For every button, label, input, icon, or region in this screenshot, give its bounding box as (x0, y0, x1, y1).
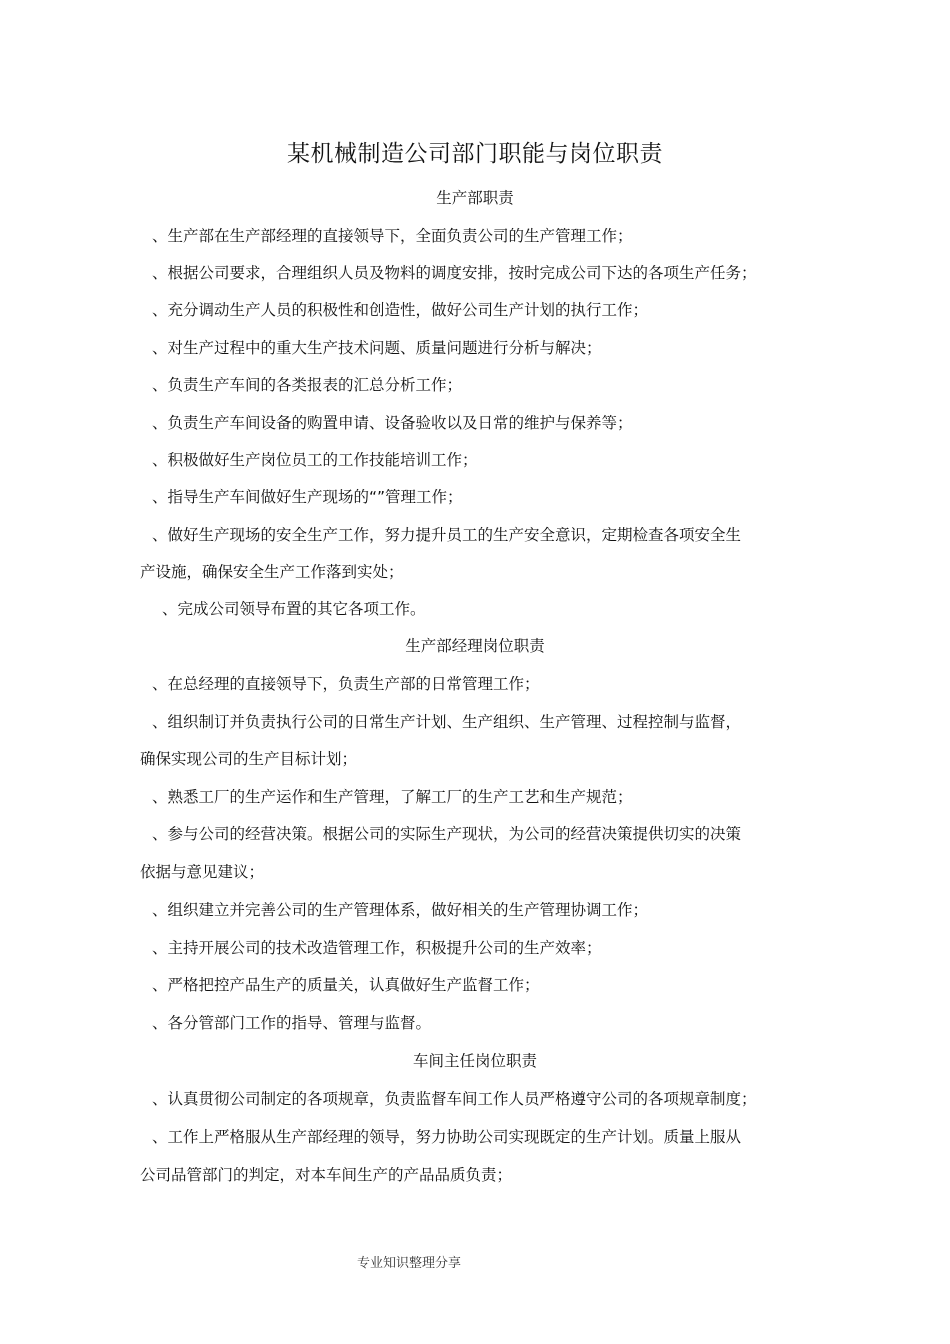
duty-item: 、积极做好生产岗位员工的工作技能培训工作； (152, 451, 478, 469)
duty-item: 、负责生产车间的各类报表的汇总分析工作； (152, 376, 463, 394)
duty-item: 、对生产过程中的重大生产技术问题、质量问题进行分析与解决； (152, 339, 602, 357)
section-heading-production-dept: 生产部职责 (436, 189, 514, 207)
duty-item: 、指导生产车间做好生产现场的“”管理工作； (152, 488, 463, 506)
duty-item: 、组织制订并负责执行公司的日常生产计划、生产组织、生产管理、过程控制与监督， (152, 713, 742, 731)
section-heading-workshop-director: 车间主任岗位职责 (412, 1052, 537, 1070)
duty-item-continuation: 确保实现公司的生产目标计划； (140, 750, 358, 768)
duty-item-continuation: 产设施，确保安全生产工作落到实处； (140, 563, 404, 581)
duty-item: 、根据公司要求，合理组织人员及物料的调度安排，按时完成公司下达的各项生产任务； (152, 264, 757, 282)
duty-item: 、充分调动生产人员的积极性和创造性，做好公司生产计划的执行工作； (152, 301, 649, 319)
duty-item: 、熟悉工厂的生产运作和生产管理，了解工厂的生产工艺和生产规范； (152, 788, 633, 806)
duty-item: 、做好生产现场的安全生产工作，努力提升员工的生产安全意识，定期检查各项安全生 (152, 526, 742, 544)
duty-item: 、主持开展公司的技术改造管理工作，积极提升公司的生产效率； (152, 939, 602, 957)
page-footer: 专业知识整理分享 (357, 1256, 462, 1271)
document-title: 某机械制造公司部门职能与岗位职责 (287, 141, 663, 167)
duty-item: 、严格把控产品生产的质量关，认真做好生产监督工作； (152, 976, 540, 994)
duty-item: 、各分管部门工作的指导、管理与监督。 (152, 1014, 432, 1032)
duty-item: 、负责生产车间设备的购置申请、设备验收以及日常的维护与保养等； (152, 414, 633, 432)
duty-item-continuation: 依据与意见建议； (140, 863, 265, 881)
duty-item: 、生产部在生产部经理的直接领导下，全面负责公司的生产管理工作； (152, 227, 633, 245)
duty-item: 、认真贯彻公司制定的各项规章，负责监督车间工作人员严格遵守公司的各项规章制度； (152, 1090, 757, 1108)
duty-item-continuation: 公司品管部门的判定，对本车间生产的产品品质负责； (140, 1166, 513, 1184)
section-heading-production-manager: 生产部经理岗位职责 (405, 637, 545, 655)
duty-item: 、完成公司领导布置的其它各项工作。 (162, 600, 426, 618)
duty-item: 、工作上严格服从生产部经理的领导，努力协助公司实现既定的生产计划。质量上服从 (152, 1128, 742, 1146)
duty-item: 、在总经理的直接领导下，负责生产部的日常管理工作； (152, 675, 540, 693)
duty-item: 、参与公司的经营决策。根据公司的实际生产现状，为公司的经营决策提供切实的决策 (152, 825, 742, 843)
duty-item: 、组织建立并完善公司的生产管理体系，做好相关的生产管理协调工作； (152, 901, 649, 919)
